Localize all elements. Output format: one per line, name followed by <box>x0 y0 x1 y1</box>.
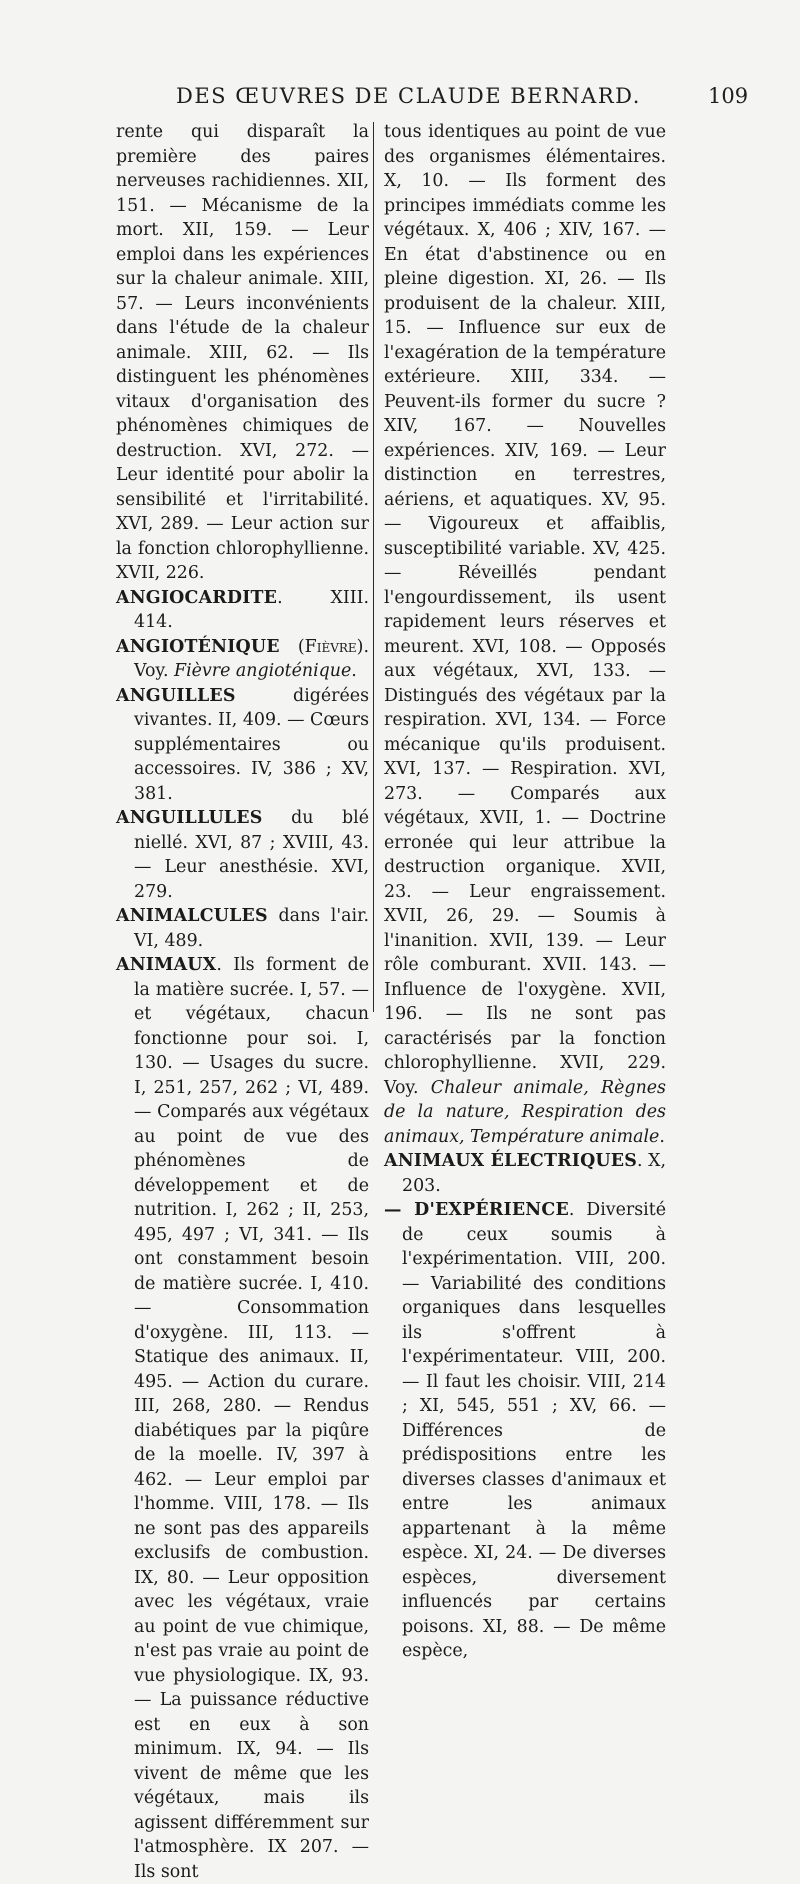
cross-reference: Chaleur animale, Règnes de la nature, Respiration des animaux, Température animale <box>384 1077 666 1147</box>
entry-text: . Ils forment de la matière sucrée. I, 57. — et végétaux, chacun fonctionne pour soi. I, 130. — Usages du sucre. I, 251, 257, 262 ; VI, 489. — Comparés aux végétaux au point de vue des phénomènes de développement et de nutrition. I, 262 ; II, 253, 495, 497 ; VI, 341. — Ils ont constamment besoin de matière sucrée. I, 410. — Consommation d'oxygène. III, 113. — Statique des animaux. II, 495. — Action du curare. III, 268, 280. — Rendus diabétiques par la piqûre de la moelle. IV, 397 à 462. — Leur emploi par l'homme. VIII, 178. — Ils ne sont pas des appareils exclusifs de combustion. IX, 80. — Leur opposition avec les végétaux, vraie au point de vue chimique, n'est pas vraie au point de vue physiologique. IX, 93. — La puissance réductive est en eux à son minimum. IX, 94. — Ils vivent de même que les végétaux, mais ils agissent différemment sur l'atmosphère. IX 207. — Ils sont <box>134 955 369 1882</box>
cross-reference: Fièvre angioténique <box>174 661 352 681</box>
page-number: 109 <box>708 84 749 108</box>
entry-text: ( <box>279 636 305 657</box>
headword: ANGUILLES <box>116 685 236 706</box>
index-entry-animaux <box>116 953 369 1884</box>
entry-text: . <box>351 661 357 681</box>
index-entry-animaux-electriques <box>384 1149 666 1198</box>
index-entry-angiotenique <box>116 635 369 684</box>
right-column <box>384 120 666 1664</box>
entry-small-caps: Fièvre <box>304 636 357 657</box>
entry-text: du blé niellé. XVI, 87 ; XVIII, 43. — Leur anesthésie. XVI, 279. <box>134 808 369 902</box>
headword: ANIMAUX <box>116 955 217 975</box>
index-entry-animalcules <box>116 904 369 953</box>
running-head: DES ŒUVRES DE CLAUDE BERNARD. <box>176 84 641 108</box>
headword: ANGUILLULES <box>116 808 263 828</box>
entry-text: dans l'air. VI, 489. <box>134 906 369 951</box>
entry-text: . XIII. 414. <box>134 587 369 632</box>
headword: — D'EXPÉRIENCE <box>384 1200 569 1220</box>
entry-text: . <box>659 1126 665 1147</box>
headword: ANGIOTÉNIQUE <box>116 636 280 657</box>
index-entry-angiocardite <box>116 586 369 635</box>
left-column <box>116 120 369 1884</box>
headword: ANGIOCARDITE <box>116 587 278 608</box>
entry-text: . X, 203. <box>402 1151 666 1196</box>
index-entry-animaux-experience <box>384 1198 666 1664</box>
entry-text: digérées vivantes. II, 409. — Cœurs supplémentaires ou accessoires. IV, 386 ; XV, 381. <box>134 685 369 804</box>
headword: ANIMAUX ÉLECTRIQUES <box>384 1151 638 1171</box>
continuation-text <box>384 120 666 1149</box>
entry-text: ). Voy. <box>134 636 369 681</box>
headword: ANIMALCULES <box>116 906 268 926</box>
column-divider <box>373 122 374 1012</box>
index-entry-anguillules <box>116 806 369 904</box>
continuation-text: rente qui disparaît la première des paires nerveuses rachidiennes. XII, 151. — Mécanisme de la mort. XII, 159. — Leur emploi dans les expériences sur la chaleur animale. XIII, 57. — Leurs inconvénients dans l'étude de la chaleur animale. XIII, 62. — Ils distinguent les phénomènes vitaux d'organisation des phénomènes chimiques de destruction. XVI, 272. — Leur identité pour abolir la sensibilité et l'irritabilité. XVI, 289. — Leur action sur la fonction chlorophyllienne. XVII, 226. <box>116 122 369 583</box>
entry-text: . Diversité de ceux soumis à l'expérimentation. VIII, 200. — Variabilité des conditions organiques dans lesquelles ils s'offrent à l'expérimentateur. VIII, 200. — Il faut les choisir. VIII, 214 ; XI, 545, 551 ; XV, 66. — Différences de prédispositions entre les diverses classes d'animaux et entre les animaux appartenant à la même espèce. XI, 24. — De diverses espèces, diversement influencés par certains poisons. XI, 88. — De même espèce, <box>402 1200 666 1661</box>
index-entry-anguilles <box>116 684 369 807</box>
entry-text: tous identiques au point de vue des organismes élémentaires. X, 10. — Ils forment des principes immédiats comme les végétaux. X, 406 ; XIV, 167. — En état d'abstinence ou en pleine digestion. XI, 26. — Ils produisent de la chaleur. XIII, 15. — Influence sur eux de l'exagération de la température extérieure. XIII, 334. — Peuvent-ils former du sucre ? XIV, 167. — Nouvelles expériences. XIV, 169. — Leur distinction en terrestres, aériens, et aquatiques. XV, 95. — Vigoureux et affaiblis, susceptibilité variable. XV, 425. — Réveillés pendant l'engourdissement, ils usent rapidement leurs réserves et meurent. XVI, 108. — Opposés aux végétaux, XVI, 133. — Distingués des végétaux par la respiration. XVI, 134. — Force mécanique qu'ils produisent. XVI, 137. — Respiration. XVI, 273. — Comparés aux végétaux, XVII, 1. — Doctrine erronée qui leur attribue la destruction organique. XVII, 23. — Leur engraissement. XVII, 26, 29. — Soumis à l'inanition. XVII, 139. — Leur rôle comburant. XVII. 143. — Influence de l'oxygène. XVII, 196. — Ils ne sont pas caractérisés par la fonction chlorophyllienne. XVII, 229. Voy. <box>384 122 666 1098</box>
